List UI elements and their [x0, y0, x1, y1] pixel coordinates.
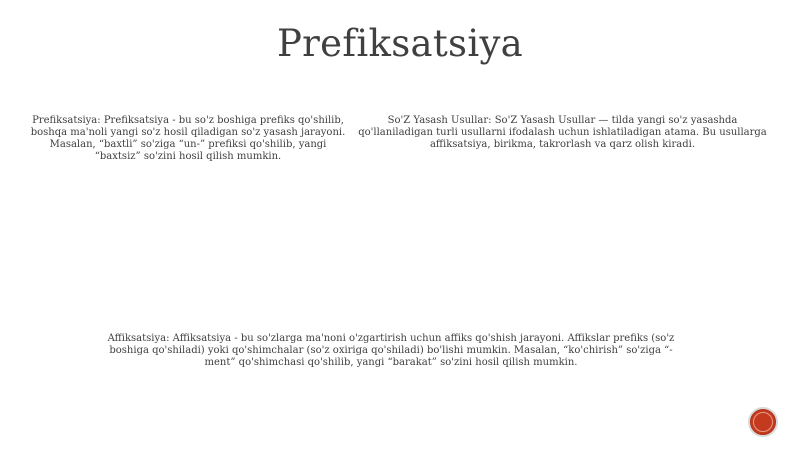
prefiksatsiya-text-block: Prefiksatsiya: Prefiksatsiya - bu so'z boshiga prefiks qo'shilib, boshqa ma'noli yangi so'z hosil qiladigan so'z yasash jarayoni. Masalan, “baxtli” so'ziga “un-” prefiksi qo'shilib, yangi “baxtsiz” so'zini hosil qilish mumkin. [30, 115, 346, 162]
soz-yasash-usullar-text-block: So'Z Yasash Usullar: So'Z Yasash Usullar — tilda yangi so'z yasashda qo'llaniladigan turli usullarni ifodalash uchun ishlatiladigan atama. Bu usullarga affiksatsiya, birikma, takrorlash va qarz olish kiradi. [358, 115, 767, 150]
nav-button-ring [753, 412, 773, 432]
affiksatsiya-text-block: Affiksatsiya: Affiksatsiya - bu so'zlarga ma'noni o'zgartirish uchun affiks qo'shish jarayoni. Affikslar prefiks (so'z boshiga qo'shiladi) yoki qo'shimchalar (so'z oxiriga qo'shiladi) bo'lishi mumkin. Masalan, “ko'chirish” so'ziga “-ment” qo'shimchasi qo'shilib, yangi “barakat” so'zini hosil qilish mumkin. [107, 333, 675, 368]
circle-nav-icon[interactable] [748, 407, 778, 437]
slide-title: Prefiksatsiya [276, 22, 524, 65]
